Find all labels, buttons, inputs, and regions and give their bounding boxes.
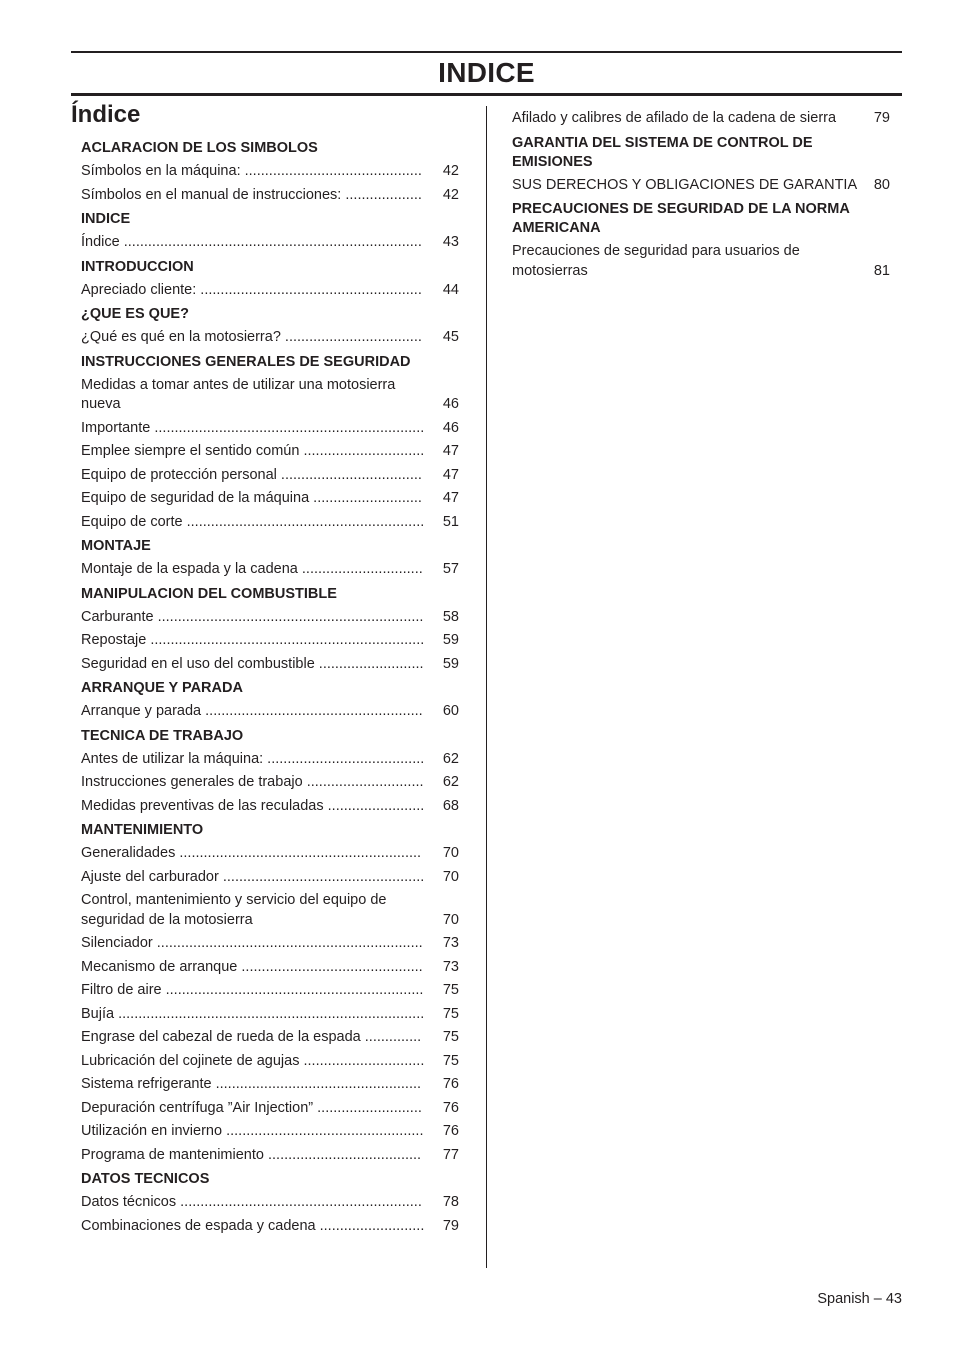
toc-page-number: 77 <box>442 1146 459 1163</box>
toc-entry-label: Importante <box>81 419 151 436</box>
toc-page-number: 81 <box>873 262 890 279</box>
column-divider <box>486 106 487 1268</box>
toc-heading: INSTRUCCIONES GENERALES DE SEGURIDAD <box>81 353 411 370</box>
toc-page-number: 78 <box>442 1194 459 1210</box>
toc-heading: MANTENIMIENTO <box>81 822 204 838</box>
toc-dot-leader: .................................................................. <box>153 608 424 625</box>
toc-page-number: 70 <box>442 845 459 861</box>
toc-entry-label: Seguridad en el uso del combustible <box>81 655 315 672</box>
toc-entry[interactable] <box>81 1191 459 1215</box>
toc-heading: TECNICA DE TRABAJO <box>81 727 244 744</box>
toc-entry-label: Medidas a tomar antes de utilizar una motosierra nueva <box>81 376 396 412</box>
page-header-title: INDICE <box>438 57 535 88</box>
toc-entry-label: ¿Qué es qué en la motosierra? <box>81 329 281 345</box>
toc-entry-label: Generalidades <box>81 845 176 861</box>
toc-entry-label: Control, mantenimiento y servicio del equipo de seguridad de la motosierra <box>81 892 387 928</box>
toc-dot-leader: ................... <box>341 186 422 203</box>
toc-entry[interactable] <box>81 558 459 582</box>
toc-dot-leader: .......................... <box>313 1099 422 1116</box>
toc-entry-label: Precauciones de seguridad para usuarios de motosierras <box>512 243 800 279</box>
toc-page-number: 62 <box>442 750 459 767</box>
toc-entry[interactable] <box>81 1144 459 1168</box>
toc-entry-label: Datos técnicos <box>81 1194 177 1210</box>
toc-entry[interactable] <box>81 1120 459 1144</box>
toc-page-number: 46 <box>442 396 459 412</box>
toc-page-number: 76 <box>442 1123 459 1139</box>
toc-dot-leader: ............................................. <box>237 958 423 975</box>
toc-entry[interactable] <box>81 606 459 630</box>
toc-page-number: 58 <box>442 608 459 625</box>
toc-page-number: 79 <box>873 110 890 126</box>
header-bottom-rule <box>71 93 902 96</box>
toc-entry[interactable] <box>81 326 459 350</box>
toc-page-number: 57 <box>442 561 459 577</box>
toc-entry[interactable] <box>512 174 890 198</box>
toc-dot-leader: ........................ <box>323 797 425 814</box>
toc-page-number: 68 <box>442 797 459 814</box>
toc-dot-leader: ................................... <box>276 466 422 483</box>
page-footer: Spanish – 43 <box>817 1291 902 1307</box>
toc-dot-leader: ...................................................... <box>201 703 423 719</box>
toc-entry[interactable] <box>81 748 459 772</box>
toc-page-number: 76 <box>442 1099 459 1116</box>
toc-heading: INTRODUCCION <box>81 258 194 275</box>
toc-entry-label: Índice <box>81 234 120 250</box>
toc-page-number: 75 <box>442 1052 459 1069</box>
toc-entry[interactable] <box>81 1003 459 1027</box>
toc-heading: MANIPULACION DEL COMBUSTIBLE <box>81 585 337 602</box>
toc-page-number: 79 <box>442 1217 459 1234</box>
toc-heading: ARRANQUE Y PARADA <box>81 680 243 696</box>
toc-dot-leader: ...................................... <box>263 1146 422 1163</box>
toc-dot-leader: ........................................................... <box>182 513 425 530</box>
toc-page-number: 46 <box>442 419 459 436</box>
toc-entry[interactable] <box>81 653 459 677</box>
toc-dot-leader: ................................................... <box>211 1076 422 1092</box>
toc-entry[interactable] <box>81 417 459 441</box>
toc-entry[interactable] <box>81 842 459 866</box>
toc-dot-leader: ....................................... <box>263 750 425 767</box>
toc-page-number: 75 <box>442 982 459 998</box>
toc-dot-leader: .......................... <box>315 1217 425 1234</box>
toc-heading: DATOS TECNICOS <box>81 1171 210 1187</box>
toc-entry-label: Símbolos en el manual de instrucciones: <box>81 186 342 203</box>
toc-dot-leader: .............................. <box>299 1052 425 1069</box>
toc-page-number: 70 <box>442 911 459 928</box>
toc-entry-label: Lubricación del cojinete de agujas <box>81 1052 300 1069</box>
toc-entry[interactable] <box>81 1097 459 1121</box>
header-top-rule <box>71 51 902 53</box>
toc-entry[interactable] <box>81 511 459 535</box>
toc-page-number: 59 <box>442 655 459 672</box>
toc-entry-label: Mecanismo de arranque <box>81 958 238 975</box>
toc-entry-label: Afilado y calibres de afilado de la cadena de sierra <box>512 110 837 126</box>
toc-entry[interactable] <box>81 374 459 417</box>
toc-entry[interactable] <box>81 1073 459 1097</box>
toc-entry-label: Repostaje <box>81 632 147 648</box>
toc-entry-label: Bujía <box>81 1005 115 1022</box>
toc-dot-leader: ............................................................ <box>175 845 422 861</box>
toc-page-number: 47 <box>442 490 459 506</box>
toc-page-number: 62 <box>442 774 459 790</box>
toc-page-number: 70 <box>442 868 459 885</box>
toc-dot-leader: ................................................. <box>222 1123 424 1139</box>
toc-page-number: 73 <box>442 958 459 975</box>
toc-entry[interactable] <box>81 279 459 303</box>
toc-column-left <box>81 136 459 1238</box>
toc-entry-label: Instrucciones generales de trabajo <box>81 774 303 790</box>
toc-entry-label: Medidas preventivas de las reculadas <box>81 797 324 814</box>
toc-entry[interactable] <box>81 795 459 819</box>
toc-entry-label: Apreciado cliente: <box>81 281 197 298</box>
toc-entry[interactable] <box>512 240 890 283</box>
toc-dot-leader: ................................................................... <box>150 419 425 436</box>
toc-page-number: 73 <box>442 935 459 951</box>
toc-heading: ACLARACION DE LOS SIMBOLOS <box>81 140 318 156</box>
toc-entry-label: Montaje de la espada y la cadena <box>81 561 298 577</box>
toc-dot-leader: .............. <box>360 1029 422 1045</box>
toc-entry-label: Utilización en invierno <box>81 1123 223 1139</box>
toc-entry[interactable] <box>81 771 459 795</box>
toc-entry[interactable] <box>81 956 459 980</box>
toc-entry-label: Filtro de aire <box>81 982 162 998</box>
toc-entry-label: Arranque y parada <box>81 703 202 719</box>
toc-entry-label: Antes de utilizar la máquina: <box>81 750 264 767</box>
toc-entry-label: Equipo de seguridad de la máquina <box>81 490 310 506</box>
toc-entry[interactable] <box>81 464 459 488</box>
toc-heading: PRECAUCIONES DE SEGURIDAD DE LA NORMA AMERICANA <box>512 201 850 236</box>
toc-dot-leader: ............................. <box>302 774 424 790</box>
toc-dot-leader: ....................................................... <box>196 281 422 298</box>
toc-entry[interactable] <box>81 231 459 255</box>
toc-entry[interactable] <box>512 107 890 131</box>
toc-dot-leader: ............................................................................ <box>114 1005 425 1022</box>
toc-entry[interactable] <box>81 866 459 890</box>
toc-dot-leader: ........................... <box>309 490 422 506</box>
toc-dot-leader: .................................................................... <box>146 632 425 648</box>
toc-entry[interactable] <box>81 160 459 184</box>
toc-dot-leader: .............................. <box>299 443 425 459</box>
toc-heading: INDICE <box>81 211 131 227</box>
toc-dot-leader: ............................................................ <box>176 1194 422 1210</box>
toc-entry-label: Equipo de protección personal <box>81 466 277 483</box>
toc-entry-label: Carburante <box>81 608 154 625</box>
toc-heading: ¿QUE ES QUE? <box>81 306 189 322</box>
toc-dot-leader: ................................................................ <box>161 982 424 998</box>
toc-dot-leader: .................................................. <box>218 868 425 885</box>
toc-page-number: 43 <box>442 234 459 250</box>
toc-entry-label: Equipo de corte <box>81 513 183 530</box>
toc-entry-label: Combinaciones de espada y cadena <box>81 1217 316 1234</box>
toc-entry-label: Depuración centrífuga ”Air Injection” <box>81 1099 314 1116</box>
toc-entry-label: Ajuste del carburador <box>81 868 219 885</box>
toc-entry[interactable] <box>81 487 459 511</box>
toc-column-right <box>512 107 890 283</box>
toc-page-number: 47 <box>442 466 459 483</box>
toc-dot-leader: .......................... <box>314 655 424 672</box>
toc-entry[interactable] <box>81 1026 459 1050</box>
toc-page-number: 42 <box>442 186 459 203</box>
toc-dot-leader: .................................................................. <box>152 935 423 951</box>
toc-dot-leader: .................................. <box>280 329 422 345</box>
toc-entry[interactable] <box>81 932 459 956</box>
toc-entry-label: SUS DERECHOS Y OBLIGACIONES DE GARANTIA <box>512 176 857 193</box>
toc-entry-label: Símbolos en la máquina: <box>81 163 241 179</box>
toc-entry-label: Programa de mantenimiento <box>81 1146 264 1163</box>
toc-entry[interactable] <box>81 440 459 464</box>
toc-dot-leader: ............................................ <box>240 163 422 179</box>
toc-page-number: 80 <box>873 176 890 193</box>
toc-entry-label: Engrase del cabezal de rueda de la espada <box>81 1029 361 1045</box>
toc-entry[interactable] <box>81 629 459 653</box>
toc-entry[interactable] <box>81 889 459 932</box>
toc-page-number: 42 <box>442 163 459 179</box>
toc-heading: MONTAJE <box>81 538 151 554</box>
toc-entry[interactable] <box>81 184 459 208</box>
toc-page-number: 47 <box>442 443 459 459</box>
toc-entry[interactable] <box>81 1050 459 1074</box>
toc-page-number: 75 <box>442 1029 459 1045</box>
toc-page-number: 59 <box>442 632 459 648</box>
toc-dot-leader: .............................. <box>297 561 423 577</box>
toc-dot-leader: .......................................................................... <box>119 234 422 250</box>
toc-entry[interactable] <box>81 979 459 1003</box>
toc-entry-label: Emplee siempre el sentido común <box>81 443 300 459</box>
toc-page-number: 45 <box>442 329 459 345</box>
toc-entry-label: Silenciador <box>81 935 153 951</box>
toc-entry[interactable] <box>81 700 459 724</box>
toc-page-number: 60 <box>442 703 459 719</box>
toc-page-number: 44 <box>442 281 459 298</box>
section-title: Índice <box>71 101 141 128</box>
toc-page-number: 51 <box>442 513 459 530</box>
toc-page-number: 76 <box>442 1076 459 1092</box>
toc-heading: GARANTIA DEL SISTEMA DE CONTROL DE EMISIONES <box>512 134 813 170</box>
toc-page-number: 75 <box>442 1005 459 1022</box>
toc-entry-label: Sistema refrigerante <box>81 1076 212 1092</box>
toc-entry[interactable] <box>81 1215 459 1239</box>
